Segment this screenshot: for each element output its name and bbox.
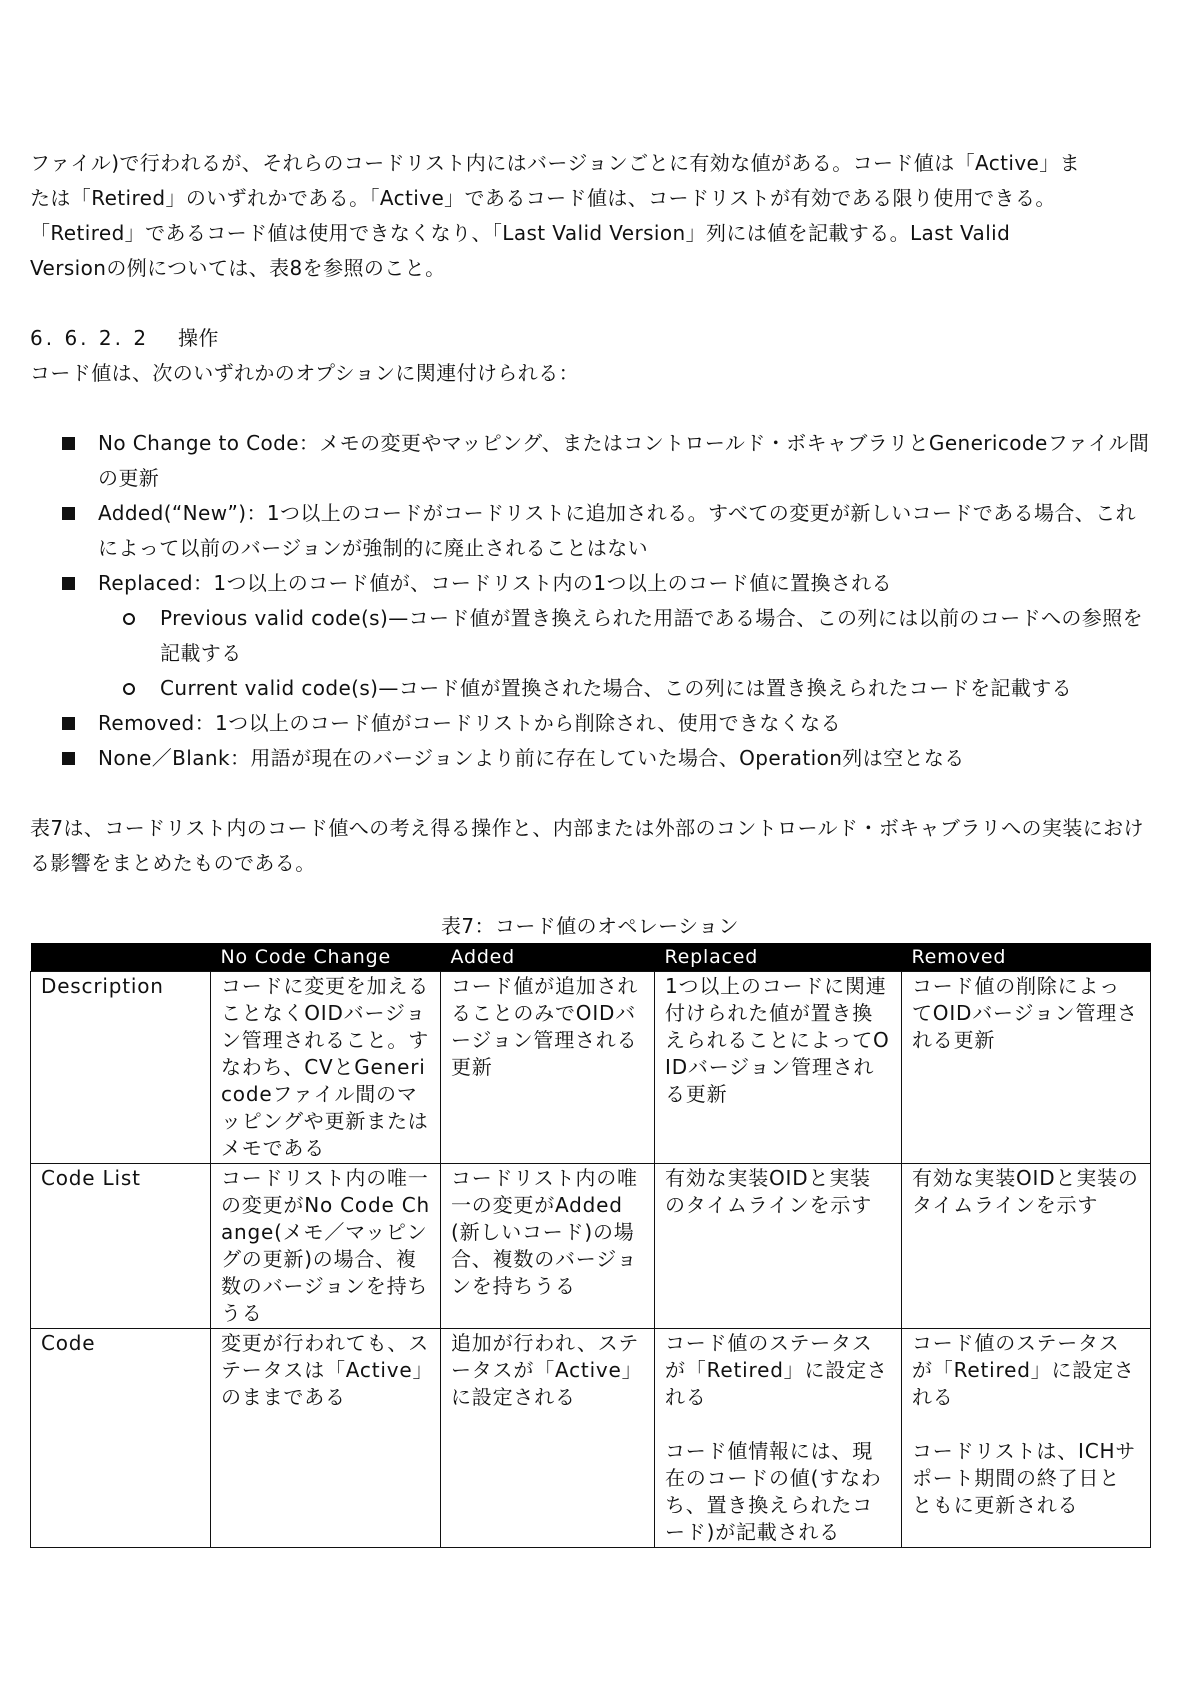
column-header: Added	[441, 943, 655, 972]
section-title: 操作	[178, 326, 219, 350]
table-cell: コードに変更を加えることなくOIDバージョン管理されること。すなわち、CVとGenericodeファイル間のマッピングや更新またはメモである	[211, 972, 441, 1164]
list-item	[30, 426, 1150, 496]
table-cell: 変更が行われても、ステータスは「Active」のままである	[211, 1329, 441, 1548]
column-header: Removed	[902, 943, 1151, 972]
table-row	[31, 1164, 1151, 1329]
list-item-text: Removed：1つ以上のコード値がコードリストから削除され、使用できなくなる	[98, 711, 841, 735]
row-label: Code List	[31, 1164, 211, 1329]
square-bullet-icon	[62, 577, 75, 590]
summary-paragraph: 表7は、コードリスト内のコード値への考え得る操作と、内部または外部のコントロールド・ボキャブラリへの実装における影響をまとめたものである。	[30, 816, 1144, 875]
square-bullet-icon	[62, 717, 75, 730]
sub-list	[98, 601, 1150, 706]
square-bullet-icon	[62, 507, 75, 520]
section-lead: コード値は、次のいずれかのオプションに関連付けられる：	[30, 361, 579, 385]
table-row	[31, 1329, 1151, 1548]
operation-list	[30, 426, 1150, 776]
table-row	[31, 972, 1151, 1164]
list-item-text: No Change to Code：メモの変更やマッピング、またはコントロールド・ボキャブラリとGenericodeファイル間の更新	[98, 431, 1150, 490]
sub-list-item-text: Current valid code(s)—コード値が置換された場合、この列には置き換えられたコードを記載する	[160, 676, 1072, 700]
table-caption: 表7：コード値のオペレーション	[441, 914, 739, 938]
table-cell: 有効な実装OIDと実装のタイムラインを示す	[655, 1164, 902, 1329]
square-bullet-icon	[62, 752, 75, 765]
section-number: 6. 6. 2. 2	[30, 326, 150, 350]
row-label: Description	[31, 972, 211, 1164]
list-item	[30, 496, 1150, 566]
circle-bullet-icon	[123, 613, 135, 625]
table-cell: 有効な実装OIDと実装のタイムラインを示す	[902, 1164, 1151, 1329]
column-header	[31, 943, 211, 972]
table-cell: コード値のステータスが「Retired」に設定される コード値情報には、現在のコードの値(すなわち、置き換えられたコード)が記載される	[655, 1329, 902, 1548]
list-item	[30, 566, 1150, 706]
intro-paragraph	[30, 146, 1150, 286]
section-heading	[30, 321, 1150, 356]
table-cell: コード値が追加されることのみでOIDバージョン管理される更新	[441, 972, 655, 1164]
column-header: Replaced	[655, 943, 902, 972]
sub-list-item-text: Previous valid code(s)—コード値が置き換えられた用語である場合、この列には以前のコードへの参照を記載する	[160, 606, 1143, 665]
intro-line: Versionの例については、表8を参照のこと。	[30, 256, 446, 280]
list-item-text: Replaced：1つ以上のコード値が、コードリスト内の1つ以上のコード値に置換される	[98, 571, 893, 595]
intro-line: ファイル)で行われるが、それらのコードリスト内にはバージョンごとに有効な値がある。コード値は「Active」ま	[30, 151, 1081, 175]
column-header: No Code Change	[211, 943, 441, 972]
table-cell: 1つ以上のコードに関連付けられた値が置き換えられることによってOIDバージョン管理される更新	[655, 972, 902, 1164]
sub-list-item	[98, 601, 1150, 671]
table-cell: コードリスト内の唯一の変更がAdded(新しいコード)の場合、複数のバージョンを持ちうる	[441, 1164, 655, 1329]
table-cell: コード値のステータスが「Retired」に設定される コードリストは、ICHサポート期間の終了日とともに更新される	[902, 1329, 1151, 1548]
list-item-text: None／Blank：用語が現在のバージョンより前に存在していた場合、Operation列は空となる	[98, 746, 965, 770]
row-label: Code	[31, 1329, 211, 1548]
table-cell: コードリスト内の唯一の変更がNo Code Change(メモ／マッピングの更新)の場合、複数のバージョンを持ちうる	[211, 1164, 441, 1329]
operations-table	[30, 943, 1151, 1548]
list-item	[30, 706, 1150, 741]
sub-list-item	[98, 671, 1150, 706]
intro-line: たは「Retired」のいずれかである。「Active」であるコード値は、コードリストが有効である限り使用できる。	[30, 186, 1056, 210]
table-header-row	[31, 943, 1151, 972]
list-item-text: Added(“New”)：1つ以上のコードがコードリストに追加される。すべての変更が新しいコードである場合、これによって以前のバージョンが強制的に廃止されることはない	[98, 501, 1136, 560]
square-bullet-icon	[62, 437, 75, 450]
table-cell: コード値の削除によってOIDバージョン管理される更新	[902, 972, 1151, 1164]
intro-line: 「Retired」であるコード値は使用できなくなり、「Last Valid Version」列には値を記載する。Last Valid	[30, 221, 1011, 245]
circle-bullet-icon	[123, 683, 135, 695]
document-page	[30, 146, 1150, 1548]
list-item	[30, 741, 1150, 776]
table-cell: 追加が行われ、ステータスが「Active」に設定される	[441, 1329, 655, 1548]
